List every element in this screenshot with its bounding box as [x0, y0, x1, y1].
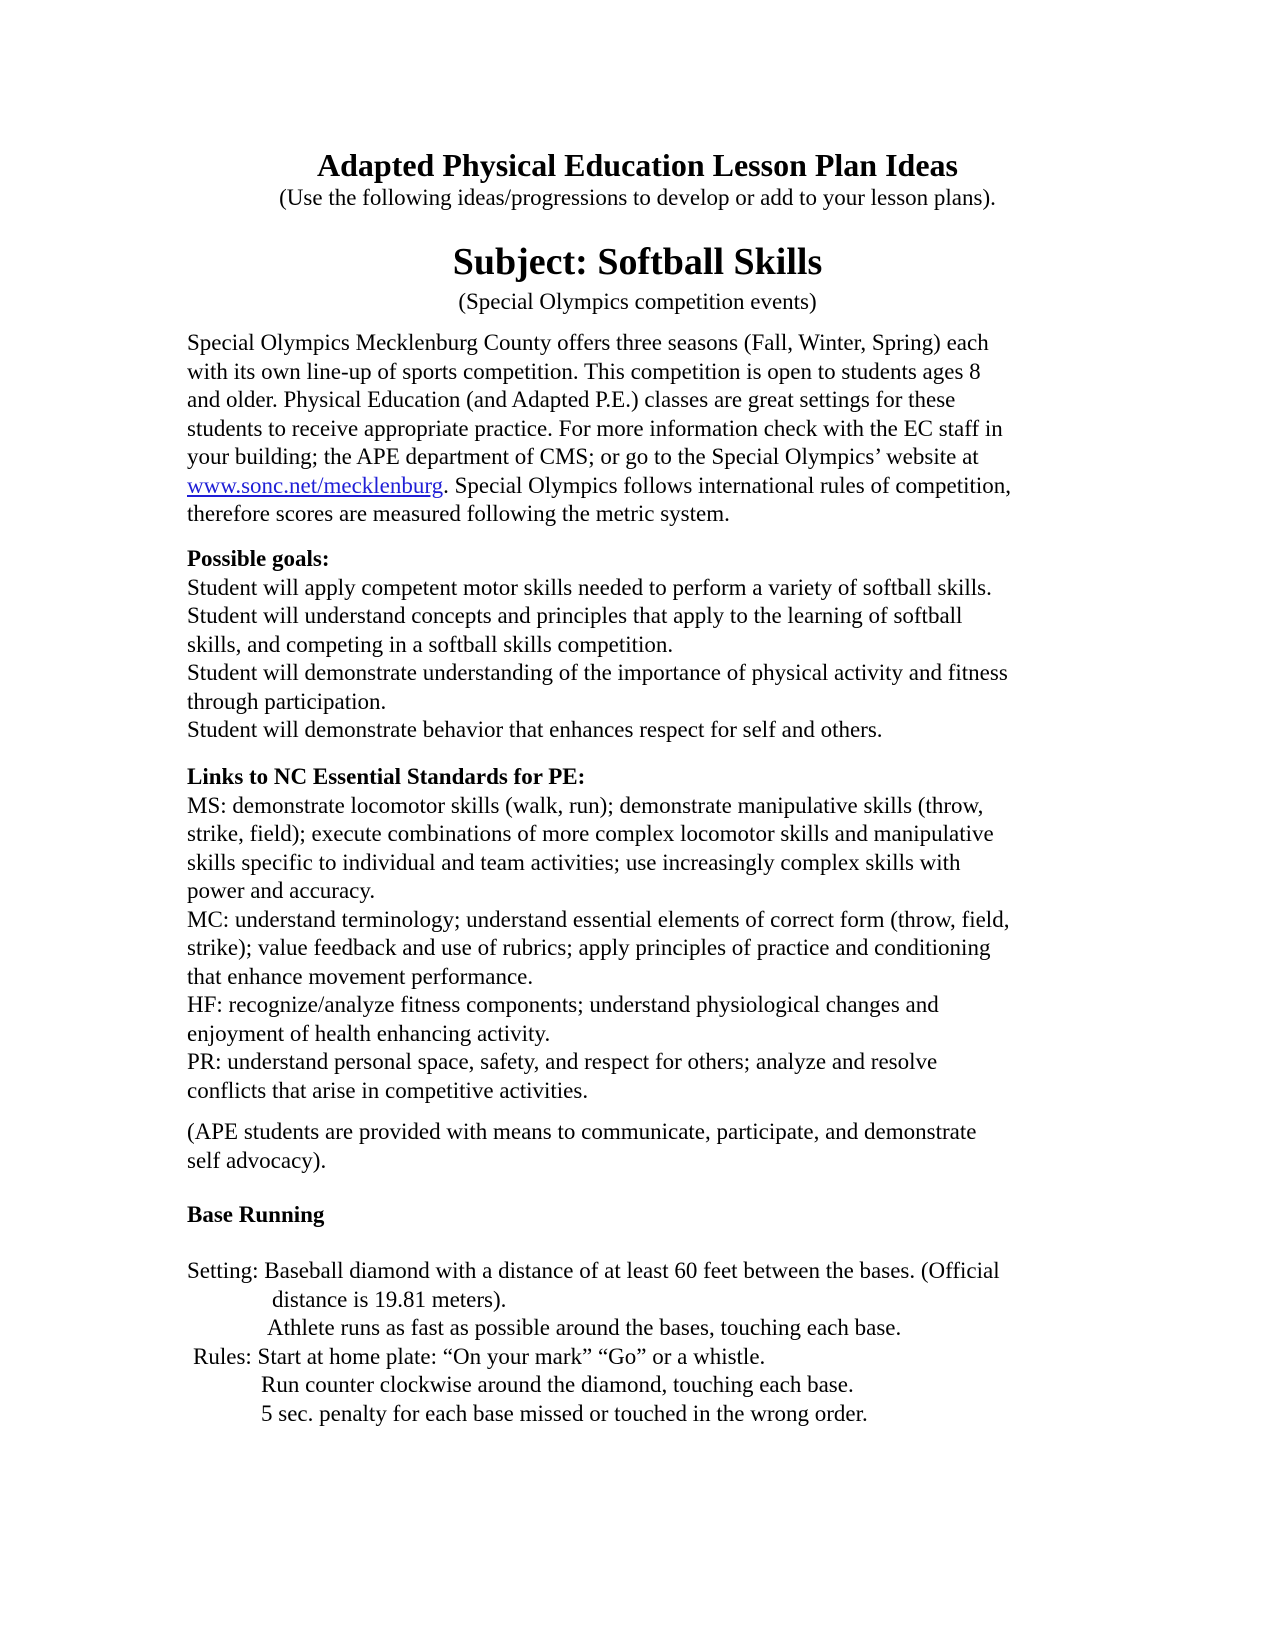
base-running-heading: Base Running	[187, 1202, 325, 1227]
setting-line: Setting: Baseball diamond with a distance of at least 60 feet between the bases. (Official	[187, 1258, 1000, 1283]
intro-link-tail: . Special Olympics follows international rules of competition,	[443, 472, 1011, 498]
ape-note	[187, 1118, 1107, 1175]
standards-section	[187, 763, 1107, 1105]
standard-line: PR: understand personal space, safety, and respect for others; analyze and resolve	[187, 1049, 938, 1074]
goal-line: Student will understand concepts and principles that apply to the learning of softball	[187, 603, 963, 628]
setting-line: distance is 19.81 meters).	[272, 1286, 507, 1312]
goals-heading: Possible goals:	[187, 546, 330, 571]
standard-line: power and accuracy.	[187, 878, 376, 903]
intro-paragraph	[187, 329, 1107, 529]
standard-line: conflicts that arise in competitive activities.	[187, 1077, 589, 1103]
intro-line: and older. Physical Education (and Adapted P.E.) classes are great settings for these	[187, 387, 956, 412]
subject-note: (Special Olympics competition events)	[458, 289, 817, 314]
rules-line: 5 sec. penalty for each base missed or touched in the wrong order.	[261, 1400, 868, 1426]
standard-line: that enhance movement performance.	[187, 963, 534, 989]
standards-heading: Links to NC Essential Standards for PE:	[187, 764, 586, 789]
standard-line: enjoyment of health enhancing activity.	[187, 1020, 551, 1046]
rules-line: Run counter clockwise around the diamond, touching each base.	[261, 1372, 854, 1397]
intro-line: students to receive appropriate practice. For more information check with the EC staff in	[187, 415, 1003, 441]
standard-line: strike); value feedback and use of rubrics; apply principles of practice and conditioning	[187, 935, 991, 960]
ape-note-line: self advocacy).	[187, 1147, 327, 1173]
goal-line: Student will demonstrate understanding of the importance of physical activity and fitness	[187, 660, 1008, 685]
page-title: Adapted Physical Education Lesson Plan Ideas	[316, 147, 958, 183]
standard-line: MS: demonstrate locomotor skills (walk, run); demonstrate manipulative skills (throw,	[187, 792, 984, 818]
goals-section	[187, 545, 1107, 745]
goal-line: through participation.	[187, 688, 387, 714]
goal-line: Student will demonstrate behavior that enhances respect for self and others.	[187, 717, 883, 742]
ape-note-line: (APE students are provided with means to communicate, participate, and demonstrate	[187, 1119, 977, 1144]
rules-line: Rules: Start at home plate: “On your mark” “Go” or a whistle.	[193, 1343, 766, 1369]
base-running-section	[187, 1257, 1107, 1428]
setting-line: Athlete runs as fast as possible around the bases, touching each base.	[267, 1315, 902, 1340]
intro-line: your building; the APE department of CMS; or go to the Special Olympics’ website at	[187, 444, 979, 469]
standard-line: HF: recognize/analyze fitness components; understand physiological changes and	[187, 992, 939, 1017]
subject-heading: Subject: Softball Skills	[452, 241, 823, 283]
intro-line: with its own line-up of sports competition. This competition is open to students ages 8	[187, 358, 981, 384]
intro-line: therefore scores are measured following the metric system.	[187, 501, 730, 526]
standard-line: MC: understand terminology; understand essential elements of correct form (throw, field,	[187, 906, 1010, 932]
intro-link-line	[187, 472, 1107, 501]
special-olympics-website-link[interactable]: www.sonc.net/mecklenburg	[187, 472, 444, 498]
page-subtitle: (Use the following ideas/progressions to develop or add to your lesson plans).	[279, 185, 996, 210]
standard-line: skills specific to individual and team activities; use increasingly complex skills with	[187, 849, 961, 875]
goal-line: Student will apply competent motor skills needed to perform a variety of softball skills.	[187, 574, 992, 600]
intro-line: Special Olympics Mecklenburg County offers three seasons (Fall, Winter, Spring) each	[187, 330, 989, 355]
standard-line: strike, field); execute combinations of more complex locomotor skills and manipulative	[187, 821, 994, 846]
goal-line: skills, and competing in a softball skills competition.	[187, 631, 674, 657]
